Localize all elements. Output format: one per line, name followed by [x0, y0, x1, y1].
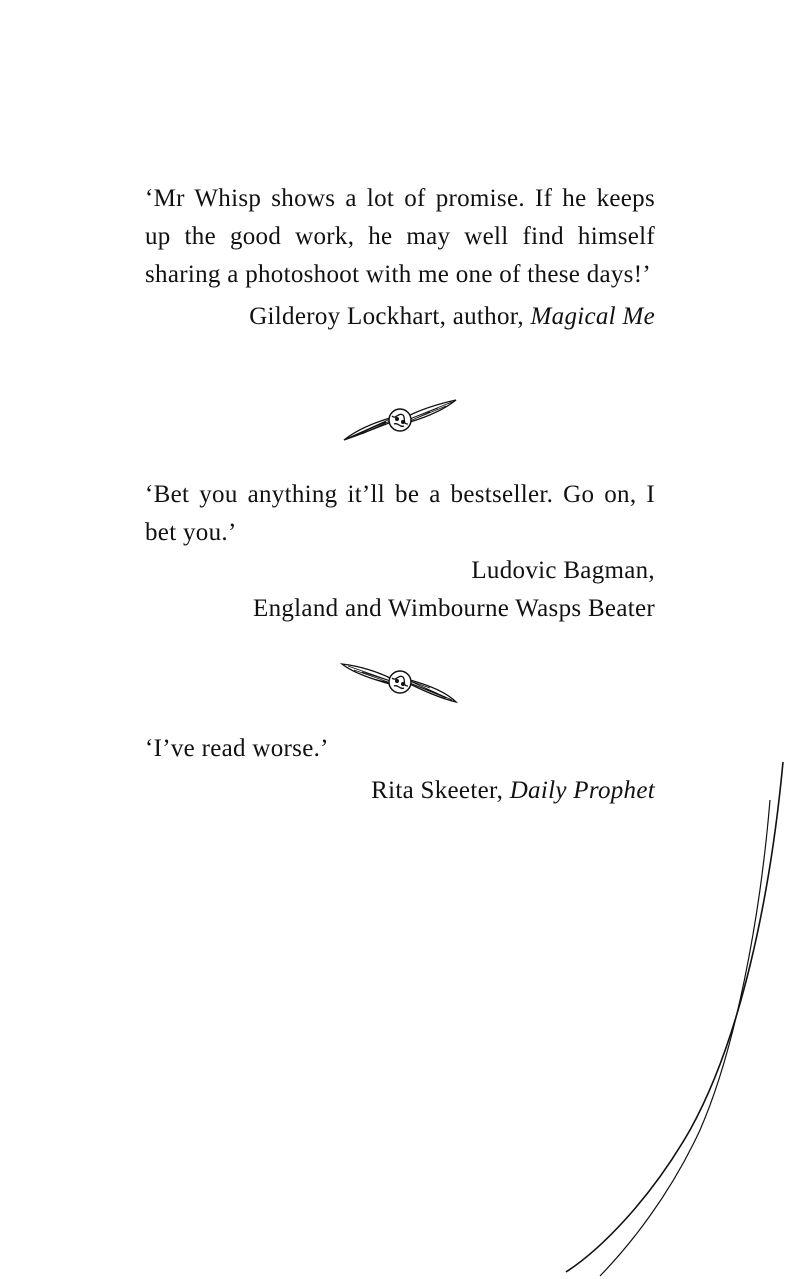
quote-attribution: [145, 772, 655, 810]
attribution-line-2: England and Wimbourne Wasps Beater: [253, 595, 655, 622]
attribution-name: Rita Skeeter,: [371, 777, 510, 804]
golden-snitch-icon: [340, 660, 460, 706]
attribution-name: Gilderoy Lockhart, author,: [249, 303, 531, 330]
quote-block-lockhart: [145, 180, 655, 336]
quote-block-bagman: [145, 476, 655, 628]
attribution-work: Daily Prophet: [509, 777, 655, 804]
quote-block-skeeter: [145, 730, 655, 810]
attribution-line-1: Ludovic Bagman,: [471, 557, 655, 584]
quote-attribution: [145, 298, 655, 336]
quote-attribution: [145, 552, 655, 628]
quote-text: ‘Bet you anything it’ll be a bestseller. Go on, I bet you.’: [145, 481, 655, 546]
quote-text: ‘Mr Whisp shows a lot of promise. If he keeps up the good work, he may well find himself sharing a photoshoot with me one of these days!’: [145, 185, 655, 288]
attribution-work: Magical Me: [530, 303, 655, 330]
quote-text: ‘I’ve read worse.’: [145, 735, 329, 762]
golden-snitch-icon: [340, 398, 460, 444]
